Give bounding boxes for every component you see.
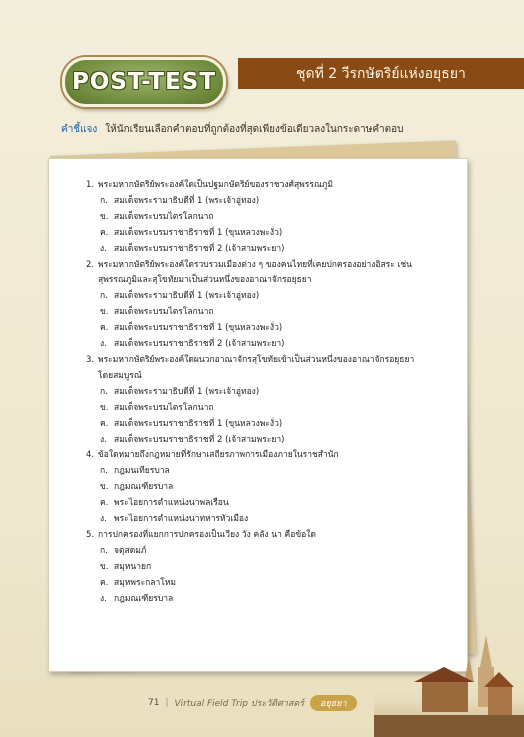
option-text: สมเด็จพระบรมราชาธิราชที่ 1 (ขุนหลวงพะงั่ว) [114,227,283,238]
option-item[interactable] [86,385,462,401]
instructions [61,122,461,137]
question-5 [86,528,462,608]
option-text: สมเด็จพระบรมราชาธิราชที่ 1 (ขุนหลวงพะงั่ว) [114,418,283,429]
option-letter: ง. [100,339,107,350]
option-item[interactable] [86,210,462,226]
question-line: พระมหากษัตริย์พระองค์ใดผนวกอาณาจักรสุโขทัยเข้าเป็นส่วนหนึ่งของอาณาจักรอยุธยา [98,354,415,365]
option-text: สมเด็จพระบรมไตรโลกนาถ [114,211,214,222]
question-number: 2. [86,259,95,270]
option-letter: ค. [100,577,109,588]
question-line: พระมหากษัตริย์พระองค์ใดเป็นปฐมกษัตริย์ของราชวงศ์สุพรรณภูมิ [98,180,333,190]
option-letter: ก. [100,386,108,397]
option-letter: ก. [100,545,108,556]
option-letter: ค. [100,418,109,429]
option-letter: ข. [100,307,109,318]
option-item[interactable] [86,337,462,353]
option-item[interactable] [86,417,462,433]
question-text-cont [86,369,462,385]
option-item[interactable] [86,289,462,305]
option-letter: ก. [100,195,108,206]
option-letter: ง. [100,593,107,604]
page-footer [148,694,357,712]
option-text: กฎมณเฑียรบาล [114,593,174,604]
option-item[interactable] [86,512,462,528]
option-letter: ก. [100,291,108,302]
question-number: 4. [86,450,95,461]
option-text: สมเด็จพระบรมราชาธิราชที่ 1 (ขุนหลวงพะงั่ว) [114,323,283,334]
set-title-bar [238,58,524,89]
question-number: 1. [86,180,95,190]
question-number: 5. [86,529,95,540]
option-letter: ข. [100,211,109,222]
question-4 [86,448,462,528]
question-text-cont [86,273,462,289]
option-text: กฎมณเฑียรบาล [114,482,174,493]
option-item[interactable] [86,544,462,560]
question-line: สุพรรณภูมิและสุโขทัยมาเป็นส่วนหนึ่งของอาณาจักรอยุธยา [98,275,312,286]
option-item[interactable] [86,321,462,337]
question-text [86,353,462,369]
option-item[interactable] [86,464,462,480]
option-letter: ง. [100,514,107,525]
option-text: สมุหพระกลาโหม [114,577,177,588]
option-letter: ค. [100,323,109,334]
question-2 [86,258,462,353]
question-text [86,178,462,194]
option-item[interactable] [86,305,462,321]
question-3 [86,353,462,448]
question-text [86,528,462,544]
option-letter: ง. [100,243,107,254]
question-line: พระมหากษัตริย์พระองค์ใดรวบรวมเมืองต่าง ๆ ของคนไทยที่เคยปกครองอย่างอิสระ เช่น [98,259,412,270]
option-text: สมเด็จพระบรมราชาธิราชที่ 2 (เจ้าสามพระยา) [114,339,285,350]
temple-illustration [374,627,524,737]
option-item[interactable] [86,592,462,608]
option-item[interactable] [86,433,462,449]
option-text: พระไอยการตำแหน่งนาทหารหัวเมือง [114,514,249,525]
chapter-tag: อยุธยา [310,695,357,711]
option-letter: ข. [100,482,109,493]
instructions-text: ให้นักเรียนเลือกคำตอบที่ถูกต้องที่สุดเพียงข้อเดียวลงในกระดาษคำตอบ [105,124,404,135]
option-text: สมเด็จพระรามาธิบดีที่ 1 (พระเจ้าอู่ทอง) [114,195,260,206]
option-letter: ค. [100,498,109,509]
option-item[interactable] [86,226,462,242]
option-text: พระไอยการตำแหน่งนาพลเรือน [114,498,229,509]
option-text: สมเด็จพระบรมไตรโลกนาถ [114,307,214,318]
question-1 [86,178,462,258]
option-letter: ข. [100,402,109,413]
question-list [86,178,462,607]
page-number: 71 [148,698,160,708]
option-item[interactable] [86,480,462,496]
option-text: สมเด็จพระบรมไตรโลกนาถ [114,402,214,413]
option-item[interactable] [86,401,462,417]
option-item[interactable] [86,194,462,210]
option-item[interactable] [86,576,462,592]
option-letter: ข. [100,561,109,572]
question-number: 3. [86,354,95,365]
option-text: กฎมนเทียรบาล [114,466,170,477]
option-letter: ง. [100,434,107,445]
question-line: โดยสมบูรณ์ [98,370,142,381]
option-letter: ก. [100,466,108,477]
option-text: สมเด็จพระรามาธิบดีที่ 1 (พระเจ้าอู่ทอง) [114,386,260,397]
option-text: สมเด็จพระบรมราชาธิราชที่ 2 (เจ้าสามพระยา) [114,434,285,445]
footer-separator: | [165,698,169,708]
option-text: สมเด็จพระรามาธิบดีที่ 1 (พระเจ้าอู่ทอง) [114,291,260,302]
option-text: สมเด็จพระบรมราชาธิราชที่ 2 (เจ้าสามพระยา) [114,243,285,254]
badge-text: POST-TEST [71,69,217,95]
book-title: Virtual Field Trip ประวัติศาสตร์ [174,699,305,709]
option-letter: ค. [100,227,109,238]
question-text [86,448,462,464]
post-test-badge [62,57,226,107]
option-item[interactable] [86,560,462,576]
option-item[interactable] [86,242,462,258]
instructions-label: คำชี้แจง [61,124,98,135]
question-line: ข้อใดหมายถึงกฎหมายที่รักษาเสถียรภาพการเมืองภายในราชสำนัก [98,450,339,461]
option-text: สมุหนายก [114,561,152,572]
option-item[interactable] [86,496,462,512]
question-line: การปกครองที่แยกการปกครองเป็นเวียง วัง คลัง นา คือข้อใด [98,529,316,540]
set-title: ชุดที่ 2 วีรกษัตริย์แห่งอยุธยา [296,65,466,82]
question-text [86,258,462,274]
option-text: จตุสดมภ์ [114,545,147,556]
